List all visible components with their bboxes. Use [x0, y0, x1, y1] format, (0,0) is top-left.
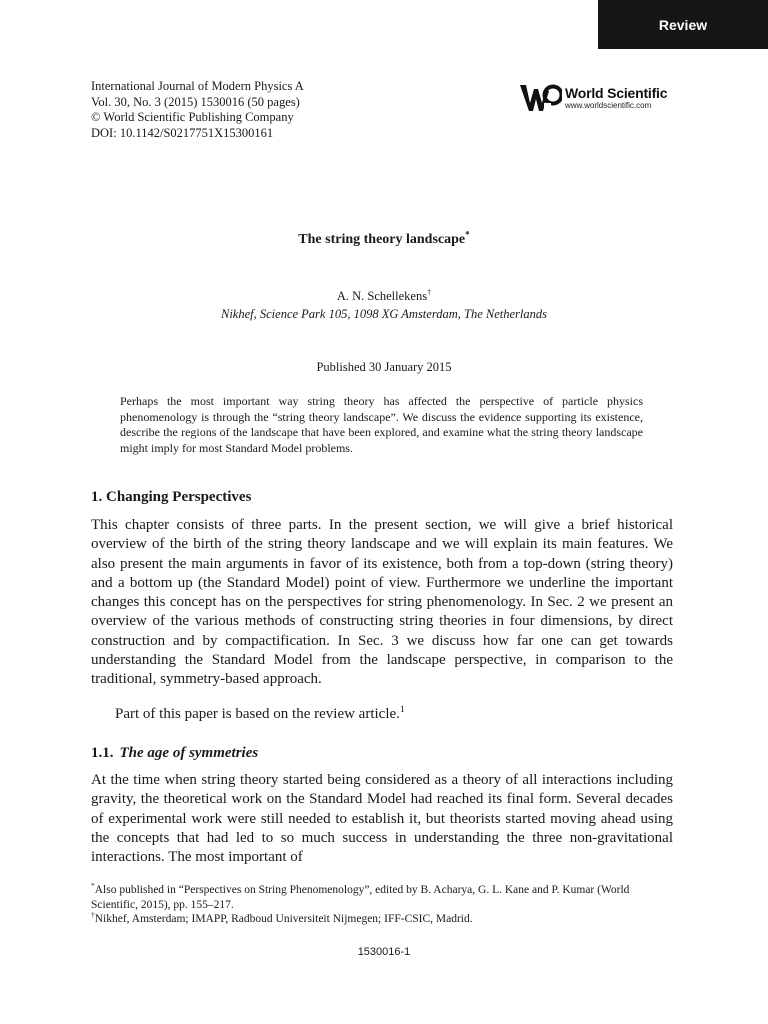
paper-title: [0, 229, 768, 248]
subsection-title: The age of symmetries: [119, 745, 259, 761]
author-affiliation: Nikhef, Science Park 105, 1098 XG Amsterdam, The Netherlands: [221, 307, 547, 321]
world-scientific-logo-icon: [520, 83, 562, 113]
publisher-url[interactable]: www.worldscientific.com: [565, 100, 652, 110]
review-tab-label: Review: [658, 16, 708, 33]
journal-info: [91, 79, 304, 141]
subsection-number: 1.1.: [91, 745, 114, 761]
footnote-1-mark: *: [91, 881, 95, 891]
author-footnote-mark[interactable]: †: [427, 287, 432, 297]
journal-doi: DOI: 10.1142/S0217751X15300161: [91, 125, 274, 140]
author: [0, 289, 768, 304]
footnote-1-text: Also published in “Perspectives on String Phenomenology”, edited by B. Acharya, G. L. Kane and P. Kumar (World Scientific, 2015), pp. 155–217.: [91, 884, 630, 911]
page-number: 1530016-1: [357, 946, 411, 958]
author-name: A. N. Schellekens: [336, 289, 428, 303]
published-date: Published 30 January 2015: [316, 360, 452, 374]
journal-volume: Vol. 30, No. 3 (2015) 1530016 (50 pages): [91, 94, 300, 109]
journal-copyright: © World Scientific Publishing Company: [91, 110, 294, 124]
footnote-2-text: Nikhef, Amsterdam; IMAPP, Radboud Universiteit Nijmegen; IFF-CSIC, Madrid.: [94, 913, 473, 925]
footnotes: [91, 883, 673, 927]
review-tab: [598, 0, 768, 49]
publisher-name: World Scientific: [565, 84, 668, 101]
body-paragraph: At the time when string theory started being considered as a theory of all interactions including gravity, the theoretical work on the Standard Model had reached its final form. Several decades of experimental work were still needed to establish it, but theorists started moving ahead using the concepts that had led to so much success in understanding the three non-gravitational interactions. The most important of: [91, 772, 673, 866]
paper-title-text: The string theory landscape: [298, 232, 466, 247]
citation-ref[interactable]: 1: [399, 704, 405, 715]
title-footnote-mark[interactable]: *: [465, 229, 470, 240]
body-paragraph-text: Part of this paper is based on the review article.: [115, 706, 400, 722]
footnote-2-mark: †: [91, 910, 95, 920]
abstract: Perhaps the most important way string theory has affected the perspective of particle physics phenomenology is through the “string theory landscape”. We discuss the evidence supporting its existence, describe the regions of the landscape that have been explored, and examine what the string theory landscape might imply for most Standard Model problems.: [120, 394, 643, 455]
footnote-1: [91, 883, 673, 912]
journal-name: International Journal of Modern Physics A: [91, 79, 304, 93]
body-paragraph: This chapter consists of three parts. In the present section, we will give a brief historical overview of the birth of the string theory landscape and we will explain its main features. We also present the main arguments in favor of its existence, both from a top-down (string theory) and a bottom up (the Standard Model) point of view. Furthermore we underline the important changes this concept has on the perspectives for string phenomenology. In Sec. 2 we present an overview of the various methods of constructing string theories in four dimensions, by direct construction and by compactification. In Sec. 3 we discuss how far one can get towards understanding the Standard Model from the landscape perspective, in comparison to the traditional, symmetry-based approach.: [91, 517, 673, 688]
footnote-2: [91, 912, 673, 927]
publisher-logo: [520, 83, 667, 113]
body-paragraph: [91, 705, 673, 724]
subsection-heading: [91, 745, 258, 762]
section-heading: 1. Changing Perspectives: [91, 489, 252, 505]
